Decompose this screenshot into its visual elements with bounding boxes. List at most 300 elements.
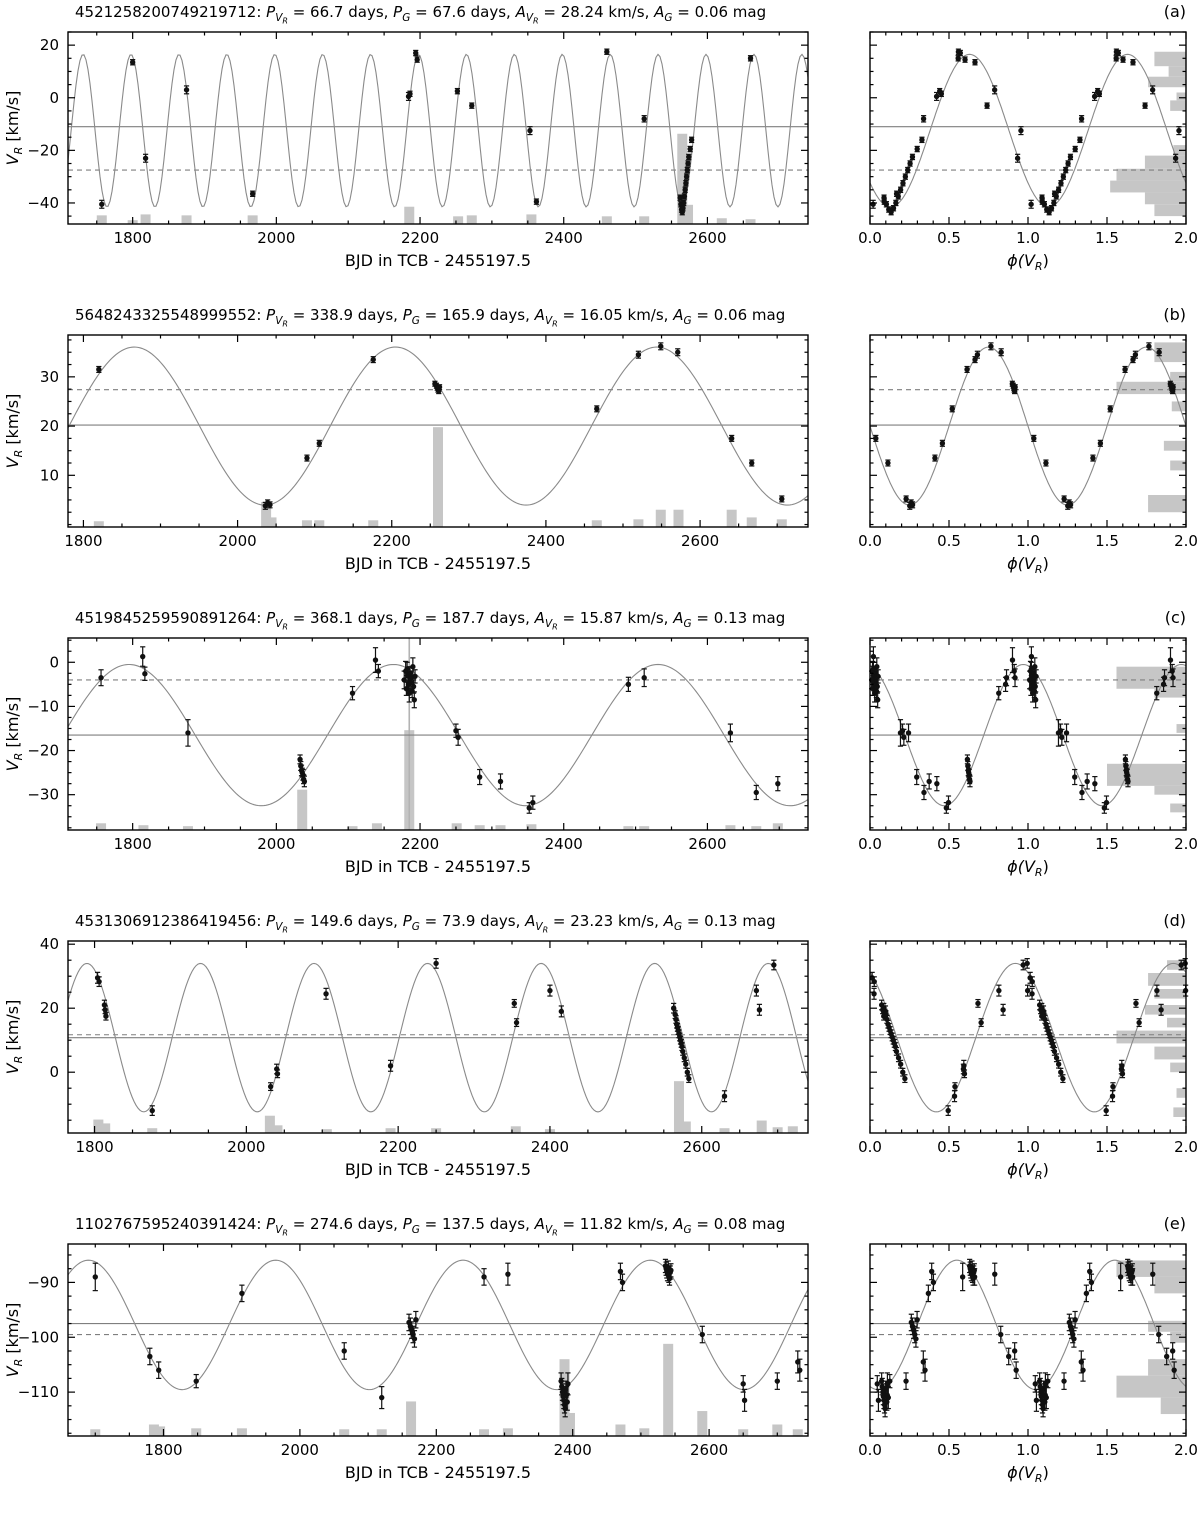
- time-histogram-bar: [592, 520, 602, 527]
- data-point: [411, 684, 415, 688]
- data-point: [1081, 1368, 1085, 1372]
- time-histogram-bar: [681, 1121, 691, 1133]
- data-point: [512, 1001, 516, 1005]
- time-histogram-bar: [633, 519, 643, 527]
- data-point: [408, 92, 412, 96]
- data-point: [104, 1014, 108, 1018]
- phase-axis-label: $\phi(V_R)$: [1007, 554, 1049, 576]
- time-histogram-bar: [674, 510, 684, 527]
- data-point: [669, 1268, 673, 1272]
- data-point: [305, 456, 309, 460]
- phase-histogram-bar: [1167, 1018, 1186, 1028]
- x-tick-label: 1800: [144, 1441, 183, 1459]
- time-histogram-bar: [297, 790, 307, 830]
- time-histogram-bar: [467, 215, 477, 224]
- row-title: 5648243325548999552: $P_VR = 338.9$ days, $P_G = 165.9$ days, $A_VR = 16.05$ km/s, $A_G = 0.06$ mag: [75, 306, 786, 329]
- data-point: [700, 1332, 704, 1336]
- data-point: [946, 1109, 950, 1113]
- tick-marks: [68, 335, 1186, 527]
- data-point: [412, 698, 416, 702]
- data-point: [97, 367, 101, 371]
- data-point: [409, 680, 413, 684]
- phase-tick-label: 1.5: [1095, 1441, 1119, 1459]
- data-point: [922, 790, 926, 794]
- reference-lines: [68, 127, 1186, 170]
- axes: [68, 335, 1186, 527]
- sine-model-curve-time: [68, 54, 808, 207]
- data-point: [186, 731, 190, 735]
- data-point: [894, 201, 898, 205]
- data-point: [882, 1006, 886, 1010]
- data-point: [150, 1109, 154, 1113]
- phase-axis-label: $\phi(V_R)$: [1007, 1463, 1049, 1485]
- sine-model-curve-phase: [870, 347, 1186, 505]
- phase-tick-label: 0.0: [858, 229, 882, 247]
- phase-histogram-bar: [1154, 1047, 1186, 1060]
- data-point: [921, 117, 925, 121]
- data-point: [1073, 1318, 1077, 1322]
- data-point: [999, 350, 1003, 354]
- data-point: [906, 731, 910, 735]
- data-point: [498, 779, 502, 783]
- data-point: [1137, 1021, 1141, 1025]
- data-point: [780, 497, 784, 501]
- time-histogram-bar: [404, 207, 414, 224]
- data-point: [972, 1268, 976, 1272]
- data-point: [566, 1382, 570, 1386]
- data-point: [997, 691, 1001, 695]
- data-point: [1098, 441, 1102, 445]
- data-point: [414, 51, 418, 55]
- data-point: [901, 1070, 905, 1074]
- time-axis-label: BJD in TCB - 2455197.5: [344, 857, 532, 876]
- data-point: [927, 779, 931, 783]
- phase-histogram-bar: [1110, 181, 1186, 193]
- data-point: [1032, 436, 1036, 440]
- phase-tick-label: 1.5: [1095, 835, 1119, 853]
- y-tick-label: 0: [49, 653, 59, 672]
- data-point: [730, 436, 734, 440]
- phase-histogram-bar: [1148, 495, 1186, 512]
- data-point: [956, 56, 960, 60]
- time-histogram-bar: [720, 1128, 730, 1133]
- data-point: [1061, 1077, 1065, 1081]
- time-panel-frame: [68, 941, 808, 1133]
- phase-tick-label: 2.0: [1174, 1441, 1198, 1459]
- time-histogram-bar: [386, 1128, 396, 1133]
- data-point: [1174, 156, 1178, 160]
- data-point: [1073, 147, 1077, 151]
- data-point: [1093, 94, 1097, 98]
- phase-tick-label: 0.0: [858, 532, 882, 550]
- data-point: [1151, 88, 1155, 92]
- y-tick-label: −10: [27, 697, 59, 716]
- x-tick-label: 2400: [544, 229, 583, 247]
- data-point: [99, 676, 103, 680]
- data-point: [1034, 674, 1038, 678]
- data-point: [269, 1085, 273, 1089]
- data-point: [565, 1400, 569, 1404]
- data-point: [682, 1056, 686, 1060]
- data-point: [534, 200, 538, 204]
- data-point: [1026, 989, 1030, 993]
- phase-tick-label: 0.5: [937, 229, 961, 247]
- row-title: 1102767595240391424: $P_VR = 274.6$ days, $P_G = 137.5$ days, $A_VR = 11.82$ km/s, $A_G = 0.08$ mag: [75, 1215, 786, 1238]
- data-point: [642, 676, 646, 680]
- row-a-chart: [0, 0, 1200, 303]
- x-tick-label: 2200: [400, 229, 440, 247]
- data-point: [298, 757, 302, 761]
- data-point: [687, 155, 691, 159]
- time-histogram-bar: [237, 1428, 247, 1436]
- time-histogram-bar: [746, 219, 756, 224]
- panel-letter-label: (d): [1163, 911, 1186, 930]
- phase-histogram-bar: [1154, 786, 1186, 795]
- data-point: [1007, 1354, 1011, 1358]
- data-point: [946, 801, 950, 805]
- time-histogram-bar: [94, 521, 104, 527]
- y-tick-label: 10: [39, 466, 59, 485]
- data-point: [434, 961, 438, 965]
- time-histogram-bar: [433, 427, 443, 527]
- data-point: [1013, 1349, 1017, 1353]
- data-point: [989, 344, 993, 348]
- row-b-chart: [0, 303, 1200, 606]
- phase-histogram-bar: [1177, 92, 1186, 100]
- time-histogram-bar: [757, 1121, 767, 1133]
- data-point: [876, 674, 880, 678]
- data-point: [595, 407, 599, 411]
- data-point: [1134, 1001, 1138, 1005]
- phase-histogram-bar: [1116, 1031, 1186, 1044]
- data-point: [672, 1006, 676, 1010]
- data-point: [884, 202, 888, 206]
- data-point: [875, 665, 879, 669]
- data-point: [915, 147, 919, 151]
- time-histogram-bar: [100, 1123, 110, 1133]
- phase-histogram-bar: [1164, 441, 1186, 451]
- tick-labels: [27, 653, 1198, 853]
- data-point: [317, 441, 321, 445]
- data-point: [993, 88, 997, 92]
- data-point: [684, 181, 688, 185]
- y-tick-label: −30: [27, 785, 59, 804]
- time-histogram-bar: [727, 510, 737, 527]
- data-point: [904, 497, 908, 501]
- data-point: [1057, 188, 1061, 192]
- data-point: [914, 1337, 918, 1341]
- data-point: [1091, 456, 1095, 460]
- data-point: [1030, 980, 1034, 984]
- data-point: [685, 168, 689, 172]
- time-histogram-bar: [191, 1428, 201, 1436]
- data-point: [342, 1349, 346, 1353]
- data-point: [953, 1085, 957, 1089]
- tick-labels: [27, 36, 1198, 247]
- observation-histograms: [97, 52, 1186, 224]
- data-point: [1096, 89, 1100, 93]
- data-point: [1123, 367, 1127, 371]
- data-point: [1170, 669, 1174, 673]
- data-point: [1030, 992, 1034, 996]
- data-point: [690, 138, 694, 142]
- data-point: [1066, 161, 1070, 165]
- data-point: [1147, 344, 1151, 348]
- axes: [68, 638, 1186, 830]
- data-point: [776, 782, 780, 786]
- data-point: [268, 503, 272, 507]
- data-point: [901, 181, 905, 185]
- data-point: [411, 665, 415, 669]
- data-point: [993, 1272, 997, 1276]
- data-point: [682, 201, 686, 205]
- data-point: [605, 50, 609, 54]
- data-point: [1171, 1349, 1175, 1353]
- time-histogram-bar: [656, 510, 666, 527]
- x-tick-label: 2200: [417, 1441, 456, 1459]
- y-tick-label: 20: [39, 36, 59, 55]
- time-histogram-bar: [141, 214, 151, 224]
- data-point: [1121, 58, 1125, 62]
- data-point: [302, 779, 306, 783]
- data-point: [754, 989, 758, 993]
- time-histogram-bar: [96, 823, 106, 830]
- data-point: [999, 1332, 1003, 1336]
- data-point: [1068, 155, 1072, 159]
- data-point: [1054, 1056, 1058, 1060]
- x-tick-label: 2600: [690, 1441, 729, 1459]
- data-point: [1108, 407, 1112, 411]
- velocity-axis-label: $V_R$ [km/s]: [3, 1302, 25, 1378]
- y-tick-label: 20: [39, 999, 59, 1018]
- data-point: [903, 1077, 907, 1081]
- data-point: [97, 980, 101, 984]
- x-tick-label: 2200: [372, 532, 411, 550]
- phase-tick-label: 1.0: [1016, 532, 1040, 550]
- data-point: [926, 1291, 930, 1295]
- data-point: [722, 1094, 726, 1098]
- data-point: [1068, 503, 1072, 507]
- data-point: [1093, 782, 1097, 786]
- data-point: [876, 698, 880, 702]
- velocity-axis-label: $V_R$ [km/s]: [3, 696, 25, 772]
- data-point: [1110, 1094, 1114, 1098]
- y-tick-label: −20: [27, 141, 59, 160]
- data-point: [938, 89, 942, 93]
- data-point: [1059, 181, 1063, 185]
- data-point: [903, 175, 907, 179]
- data-point: [1033, 684, 1037, 688]
- data-point: [687, 1077, 691, 1081]
- data-point: [750, 461, 754, 465]
- data-point: [930, 1269, 934, 1273]
- data-point: [910, 155, 914, 159]
- data-point: [1133, 353, 1137, 357]
- panel-letter-label: (c): [1164, 608, 1186, 627]
- y-tick-label: −100: [17, 1328, 59, 1347]
- time-histogram-bar: [777, 519, 787, 527]
- data-point: [1111, 1085, 1115, 1089]
- x-tick-label: 2000: [227, 1138, 266, 1156]
- data-point: [997, 989, 1001, 993]
- data-point: [1130, 1268, 1134, 1272]
- data-point: [1013, 385, 1017, 389]
- x-tick-label: 2600: [688, 835, 727, 853]
- time-axis-label: BJD in TCB - 2455197.5: [344, 554, 532, 573]
- x-tick-label: 1800: [75, 1138, 114, 1156]
- data-points: [98, 647, 1175, 813]
- phase-histogram-bar: [1173, 1107, 1186, 1117]
- time-histogram-bar: [788, 1126, 798, 1133]
- data-point: [1064, 731, 1068, 735]
- data-point: [1123, 757, 1127, 761]
- data-point: [935, 94, 939, 98]
- data-point: [908, 161, 912, 165]
- time-histogram-bar: [496, 825, 506, 830]
- axes: [68, 1244, 1186, 1436]
- data-point: [404, 687, 408, 691]
- time-axis-label: BJD in TCB - 2455197.5: [344, 1160, 532, 1179]
- panel-letter-label: (a): [1163, 2, 1186, 21]
- data-point: [636, 353, 640, 357]
- data-point: [1088, 1269, 1092, 1273]
- y-tick-label: 0: [49, 1063, 59, 1082]
- observation-histograms: [90, 1260, 1186, 1436]
- velocity-axis-label: $V_R$ [km/s]: [3, 999, 25, 1075]
- data-point: [103, 1008, 107, 1012]
- data-point: [559, 1379, 563, 1383]
- data-point: [748, 56, 752, 60]
- time-panel-frame: [68, 638, 808, 830]
- data-point: [910, 503, 914, 507]
- phase-histogram-bar: [1154, 1277, 1186, 1293]
- row-title: 4519845259590891264: $P_VR = 368.1$ days, $P_G = 187.7$ days, $A_VR = 15.87$ km/s, $A_G = 0.13$ mag: [75, 609, 786, 632]
- data-point: [728, 731, 732, 735]
- data-point: [618, 1269, 622, 1273]
- data-point: [1155, 989, 1159, 993]
- phase-histogram-bar: [1170, 1063, 1186, 1073]
- data-point: [1072, 1337, 1076, 1341]
- phase-axis-label: $\phi(V_R)$: [1007, 857, 1049, 879]
- data-point: [240, 1291, 244, 1295]
- phase-histogram-bar: [1161, 1398, 1186, 1414]
- data-point: [1052, 201, 1056, 205]
- x-tick-label: 2000: [257, 835, 296, 853]
- y-tick-label: −20: [27, 741, 59, 760]
- data-point: [875, 684, 879, 688]
- data-point: [962, 1064, 966, 1068]
- data-point: [415, 58, 419, 62]
- time-histogram-bar: [406, 1401, 416, 1436]
- phase-histogram-bar: [1170, 461, 1186, 471]
- data-point: [676, 350, 680, 354]
- data-point: [1114, 56, 1118, 60]
- data-point: [412, 1337, 416, 1341]
- data-point: [1126, 779, 1130, 783]
- phase-tick-label: 2.0: [1174, 1138, 1198, 1156]
- x-tick-label: 2200: [400, 835, 440, 853]
- data-point: [1157, 1332, 1161, 1336]
- data-point: [772, 963, 776, 967]
- data-point: [1054, 194, 1058, 198]
- data-point: [1043, 1400, 1047, 1404]
- phase-tick-label: 0.5: [937, 1138, 961, 1156]
- data-point: [1059, 1070, 1063, 1074]
- data-point: [935, 782, 939, 786]
- data-point: [894, 1049, 898, 1053]
- time-histogram-bar: [372, 823, 382, 830]
- data-point: [896, 1056, 900, 1060]
- data-point: [531, 801, 535, 805]
- data-point: [559, 1009, 563, 1013]
- row-e-chart: [0, 1212, 1200, 1514]
- phase-tick-label: 2.0: [1174, 229, 1198, 247]
- data-point: [891, 206, 895, 210]
- data-point: [1014, 1368, 1018, 1372]
- phase-tick-label: 2.0: [1174, 532, 1198, 550]
- data-point: [882, 196, 886, 200]
- data-point: [896, 194, 900, 198]
- data-point: [143, 672, 147, 676]
- phase-tick-label: 0.5: [937, 1441, 961, 1459]
- panel-letter-label: (e): [1163, 1214, 1186, 1233]
- data-point: [1161, 682, 1165, 686]
- data-point: [456, 735, 460, 739]
- data-point: [470, 104, 474, 108]
- data-point: [1019, 129, 1023, 133]
- time-histogram-bar: [697, 1411, 707, 1436]
- data-point: [688, 147, 692, 151]
- time-histogram-bar: [747, 517, 757, 527]
- data-point: [1033, 1382, 1037, 1386]
- phase-tick-label: 0.5: [937, 532, 961, 550]
- data-point: [1171, 385, 1175, 389]
- data-point: [413, 674, 417, 678]
- data-point: [872, 980, 876, 984]
- data-point: [1040, 1006, 1044, 1010]
- data-point: [642, 117, 646, 121]
- time-panel-frame: [68, 1244, 808, 1436]
- y-tick-label: 0: [49, 88, 59, 107]
- data-point: [184, 88, 188, 92]
- time-histogram-bar: [479, 1429, 489, 1436]
- data-point: [514, 1021, 518, 1025]
- data-point: [968, 779, 972, 783]
- x-tick-label: 2400: [544, 835, 583, 853]
- phase-axis-label: $\phi(V_R)$: [1007, 1160, 1049, 1182]
- data-point: [1049, 206, 1053, 210]
- time-histogram-bar: [97, 215, 107, 224]
- data-point: [979, 1021, 983, 1025]
- data-point: [975, 353, 979, 357]
- data-point: [1062, 1379, 1066, 1383]
- data-point: [1114, 50, 1118, 54]
- data-point: [1057, 1062, 1061, 1066]
- data-point: [350, 691, 354, 695]
- data-point: [1085, 779, 1089, 783]
- data-point: [1168, 658, 1172, 662]
- data-point: [1034, 698, 1038, 702]
- data-point: [548, 989, 552, 993]
- time-histogram-bar: [663, 1344, 673, 1436]
- phase-histogram-bar: [1107, 764, 1186, 786]
- data-point: [1089, 1280, 1093, 1284]
- data-point: [131, 60, 135, 64]
- data-point: [1179, 963, 1183, 967]
- data-point: [678, 196, 682, 200]
- data-point: [684, 1062, 688, 1066]
- data-point: [742, 1398, 746, 1402]
